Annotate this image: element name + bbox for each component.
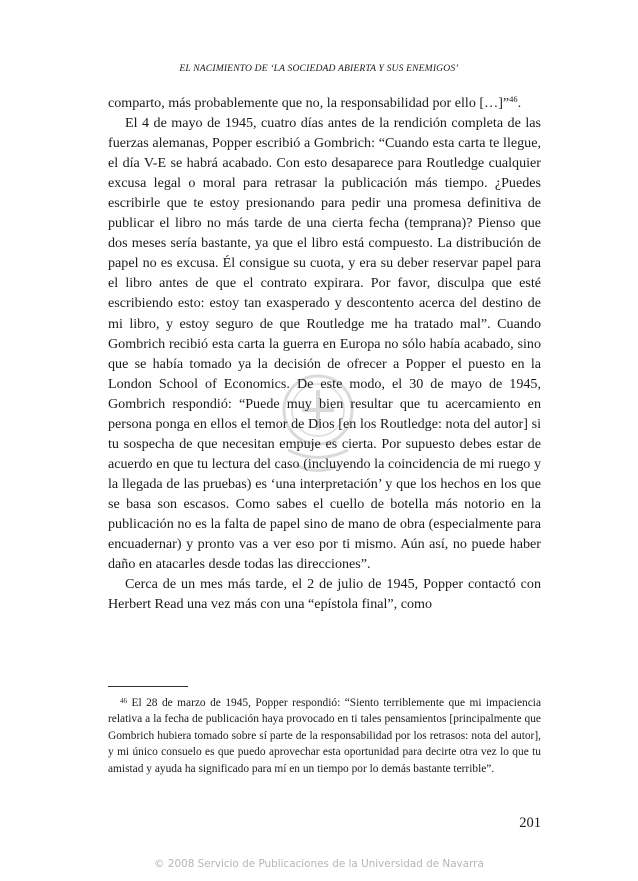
footnote-text: El 28 de marzo de 1945, Popper respondió: “Siento terriblemente que mi impaciencia relativa a la fecha de publicación haya provocado en ti tales pensamientos [principalmente que Gombrich hubiera tomado sobre sí parte de la responsabilidad por los retrasos: nota del autor], y mi único consuelo es que puedo aprovechar esta oportunidad para decirte otra vez lo que tu amistad y ayuda ha significado para mí en un tiempo por lo demás bastante terrible”.: [108, 697, 541, 775]
paragraph: [108, 93, 541, 113]
footnote: [108, 695, 541, 777]
paragraph-text: comparto, más probablemente que no, la responsabilidad por ello […]”: [108, 95, 510, 111]
copyright-notice: © 2008 Servicio de Publicaciones de la Universidad de Navarra: [154, 858, 484, 870]
paragraph-tail: .: [517, 95, 522, 111]
running-head: EL NACIMIENTO DE ‘LA SOCIEDAD ABIERTA Y SUS ENEMIGOS’: [179, 63, 459, 74]
paragraph: El 4 de mayo de 1945, cuatro días antes de la rendición completa de las fuerzas alemanas, Popper escribió a Gombrich: “Cuando esta carta te llegue, el día V-E se habrá acabado. Con esto desaparece para Routledge cualquier excusa legal o moral para retrasar la publicación más tiempo. ¿Puedes escribirle que te estoy presionando para pedir una promesa definitiva de publicar el libro no más tarde de una cierta fecha (temprana)? Pienso que dos meses sería bastante, ya que el libro está compuesto. La distribución de papel no es excusa. Él consigue su cuota, y era su deber reservar papel para el libro antes de que el contrato expirara. Por favor, disculpa que esté escribiendo esto: estoy tan exasperado y descontento acerca del destino de mi libro, y estoy seguro de que Routledge me ha tratado mal”. Cuando Gombrich recibió esta carta la guerra en Europa no sólo había acabado, sino que se había tomado ya la decisión de ofrecer a Popper el puesto en la London School of Economics. De este modo, el 30 de mayo de 1945, Gombrich respondió: “Puede muy bien resultar que tu acercamiento en persona ponga en ellos el temor de Dios [en los Routledge: nota del autor] si tu sospecha de que necesitan empuje es cierta. Por supuesto debes estar de acuerdo en que tu lectura del caso (incluyendo la coincidencia de mi ruego y la llegada de las pruebas) es ‘una interpretación’ y que los hechos en los que se basa son escasos. Como sabes el cuello de botella más notorio en la publicación no es la falta de papel sino de mano de obra (especialmente para encuadernar) y pronto vas a ver eso por ti mismo. Aún así, no puede haber daño en atacarles desde todas las direcciones”.: [108, 115, 541, 573]
footnote-divider: [108, 686, 188, 687]
page-number: 201: [519, 815, 541, 831]
main-text: [108, 93, 541, 614]
footnote-number: 46: [120, 697, 127, 705]
paragraph: Cerca de un mes más tarde, el 2 de julio de 1945, Popper contactó con Herbert Read una vez más con una “epístola final”, como: [108, 576, 541, 613]
footnote-reference[interactable]: 46: [509, 94, 518, 104]
